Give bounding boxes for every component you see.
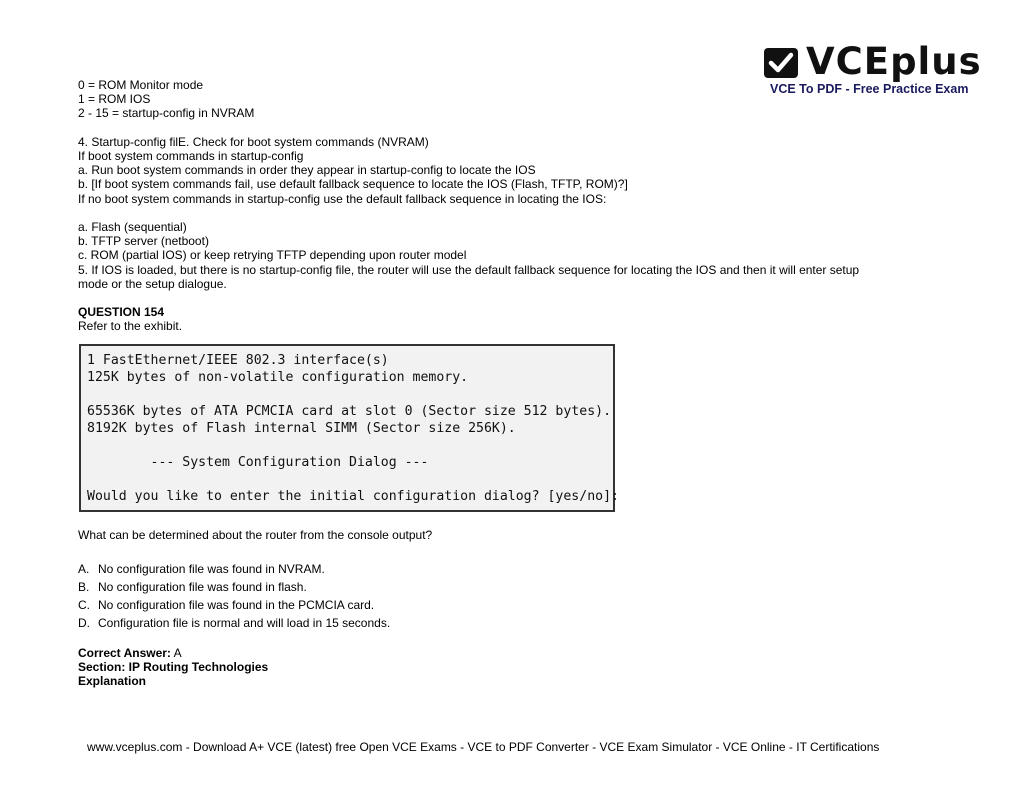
console-line <box>87 437 607 454</box>
option-text: No configuration file was found in NVRAM. <box>98 562 325 576</box>
intro-line <box>78 206 938 220</box>
intro-line: mode or the setup dialogue. <box>78 276 227 291</box>
page-footer: www.vceplus.com - Download A+ VCE (latest) free Open VCE Exams - VCE to PDF Converter - VCE Exam Simulator - VCE Online - IT Certifications <box>87 740 880 754</box>
answer-option <box>78 596 938 614</box>
question-text: What can be determined about the router from the console output? <box>78 527 433 542</box>
option-text: Configuration file is normal and will load in 15 seconds. <box>98 616 391 630</box>
logo-wordmark: VCEplus <box>806 40 982 83</box>
option-text: No configuration file was found in the PCMCIA card. <box>98 598 375 612</box>
console-line: 1 FastEthernet/IEEE 802.3 interface(s) <box>87 352 389 368</box>
option-letter: D. <box>78 616 90 630</box>
console-line: 8192K bytes of Flash internal SIMM (Sector size 256K). <box>87 420 516 436</box>
correct-answer-label: Correct Answer: <box>78 646 171 660</box>
intro-line: 0 = ROM Monitor mode <box>78 78 204 92</box>
intro-line: b. [If boot system commands fail, use default fallback sequence to locate the IOS (Flash, TFTP, ROM)?] <box>78 177 628 192</box>
console-exhibit <box>79 344 619 512</box>
console-line: --- System Configuration Dialog --- <box>87 454 429 470</box>
option-letter: A. <box>78 562 90 576</box>
correct-answer-value: A <box>173 646 182 660</box>
intro-line: 4. Startup-config filE. Check for boot system commands (NVRAM) <box>78 134 429 149</box>
intro-line: 5. If IOS is loaded, but there is no startup-config file, the router will use the default fallback sequence for locating the IOS and then it will enter setup <box>78 262 860 277</box>
answer-option <box>78 578 938 596</box>
intro-line <box>78 121 938 135</box>
console-line <box>87 386 607 403</box>
intro-line: 2 - 15 = startup-config in NVRAM <box>78 106 255 121</box>
console-line: Would you like to enter the initial configuration dialog? [yes/no]: <box>87 488 619 504</box>
answer-options <box>78 560 938 632</box>
intro-notes <box>78 78 938 291</box>
option-letter: C. <box>78 598 90 612</box>
checkmark-icon <box>764 48 798 78</box>
intro-line: 1 = ROM IOS <box>78 92 151 107</box>
intro-line: c. ROM (partial IOS) or keep retrying TFTP depending upon router model <box>78 248 467 263</box>
intro-line: a. Flash (sequential) <box>78 220 187 234</box>
intro-line: b. TFTP server (netboot) <box>78 234 209 249</box>
option-text: No configuration file was found in flash. <box>98 580 307 594</box>
section-label: Section: IP Routing Technologies <box>78 660 269 675</box>
console-line: 65536K bytes of ATA PCMCIA card at slot 0 (Sector size 512 bytes). <box>87 403 612 419</box>
option-letter: B. <box>78 580 90 594</box>
intro-line: If no boot system commands in startup-config use the default fallback sequence in locating the IOS: <box>78 191 607 206</box>
intro-line: If boot system commands in startup-config <box>78 149 304 163</box>
question-heading: QUESTION 154 <box>78 305 165 320</box>
answer-option <box>78 560 938 578</box>
console-line: 125K bytes of non-volatile configuration memory. <box>87 369 469 385</box>
answer-option <box>78 614 938 632</box>
correct-answer <box>78 646 938 660</box>
page-content <box>78 78 938 689</box>
explanation-label: Explanation <box>78 674 147 689</box>
console-line <box>87 471 607 488</box>
logo-tagline: VCE To PDF - Free Practice Exam <box>770 82 969 96</box>
intro-line: a. Run boot system commands in order they appear in startup-config to locate the IOS <box>78 163 536 178</box>
question-prompt: Refer to the exhibit. <box>78 319 183 334</box>
